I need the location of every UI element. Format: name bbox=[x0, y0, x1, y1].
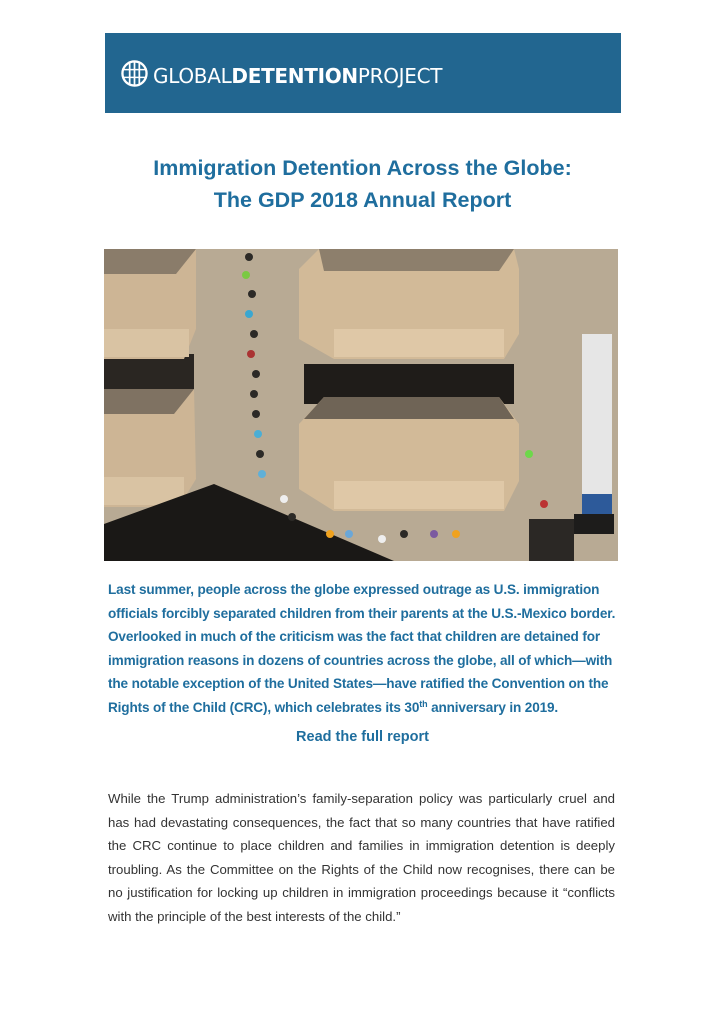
globe-grid-icon bbox=[121, 60, 153, 92]
body-paragraph: While the Trump administration’s family-separation policy was particularly cruel and has had devastating consequences, the fact that so many countries that have ratified the CRC continue to place children and families in immigration detention is deeply troubling. As the Committee on the Rights of the Child now recognises, there can be no justification for locking up children in immigration proceedings because it “conflicts with the principle of the best interests of the child.” bbox=[108, 791, 615, 924]
page-title bbox=[0, 152, 725, 216]
title-line-1: Immigration Detention Across the Globe: bbox=[153, 156, 572, 180]
logo-word-project: PROJECT bbox=[357, 64, 443, 88]
lead-text-end: anniversary in 2019. bbox=[427, 699, 559, 715]
title-line-2: The GDP 2018 Annual Report bbox=[213, 188, 512, 212]
logo[interactable] bbox=[121, 60, 442, 92]
read-full-report-link[interactable]: Read the full report bbox=[296, 729, 429, 745]
hero-photo bbox=[104, 249, 618, 561]
lead-paragraph bbox=[108, 578, 618, 719]
logo-word-detention: DETENTION bbox=[231, 64, 358, 88]
logo-word-global: GLOBAL bbox=[153, 64, 232, 88]
logo-wordmark bbox=[153, 66, 442, 86]
lead-text: Last summer, people across the globe expressed outrage as U.S. immigration officials forcibly separated children from their parents at the U.S.-Mexico border. Overlooked in much of the criticism was the fact that children are detained for immigration reasons in dozens of countries across the globe, all of which—with the notable exception of the United States—have ratified the Convention on the Rights of the Child (CRC), which celebrates its 30 bbox=[108, 582, 616, 715]
lead-ordinal-suffix: th bbox=[419, 698, 428, 709]
header-banner bbox=[105, 33, 621, 113]
